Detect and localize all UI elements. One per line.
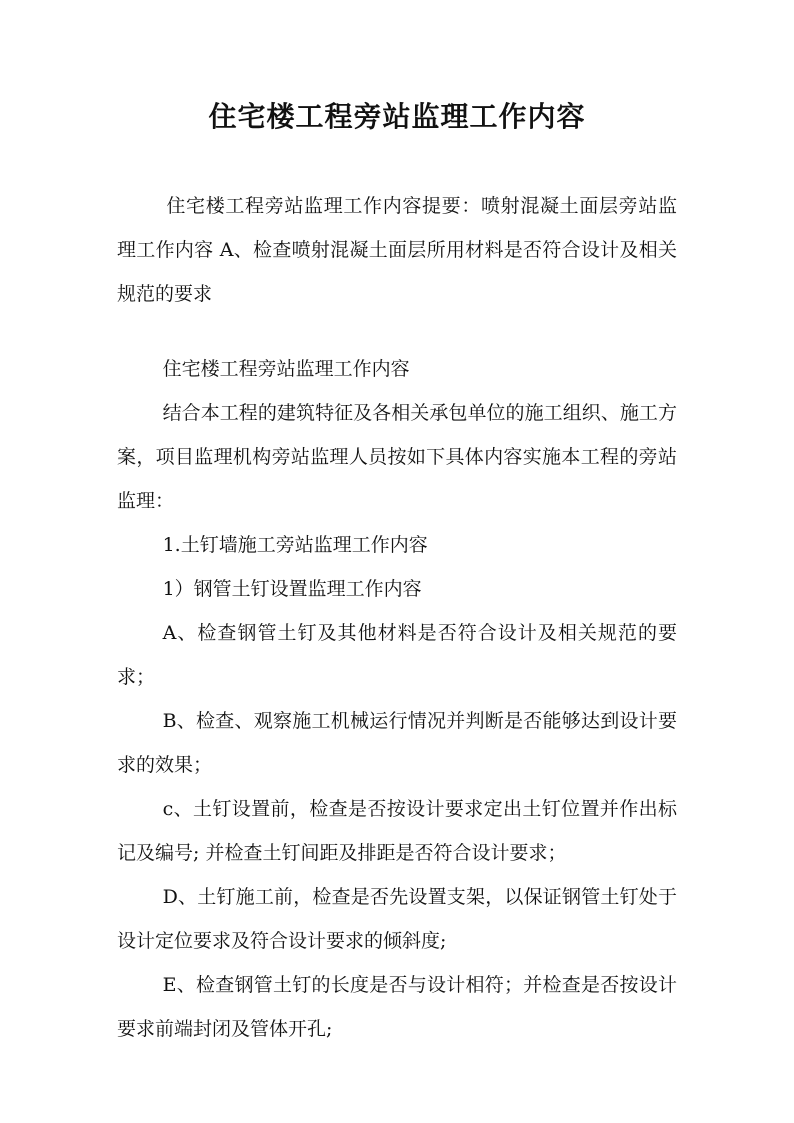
list-item-d: D、土钉施工前，检查是否先设置支架，以保证钢管土钉处于设计定位要求及符合设计要求的倾斜度; [117,886,677,952]
subsubsection-heading: 1）钢管土钉设置监理工作内容 [162,578,422,600]
summary-paragraph: 住宅楼工程旁站监理工作内容提要：喷射混凝土面层旁站监理工作内容 A、检查喷射混凝土面层所用材料是否符合设计及相关规范的要求 [117,195,677,305]
summary-section [117,184,677,316]
content-section [117,347,677,1051]
list-item-b: B、检查、观察施工机械运行情况并判断是否能够达到设计要求的效果； [117,710,677,776]
list-item-c: c、土钉设置前，检查是否按设计要求定出土钉位置并作出标记及编号; 并检查土钉间距及排距是否符合设计要求； [117,798,677,864]
section-heading: 住宅楼工程旁站监理工作内容 [162,358,410,380]
list-item-a: A、检查钢管土钉及其他材料是否符合设计及相关规范的要求； [117,622,677,688]
list-item-e: E、检查钢管土钉的长度是否与设计相符；并检查是否按设计要求前端封闭及管体开孔; [117,974,677,1040]
document-title: 住宅楼工程旁站监理工作内容 [208,100,586,133]
intro-paragraph: 结合本工程的建筑特征及各相关承包单位的施工组织、施工方案，项目监理机构旁站监理人员按如下具体内容实施本工程的旁站监理： [117,402,677,512]
subsection-heading: 1.土钉墙施工旁站监理工作内容 [162,534,428,556]
